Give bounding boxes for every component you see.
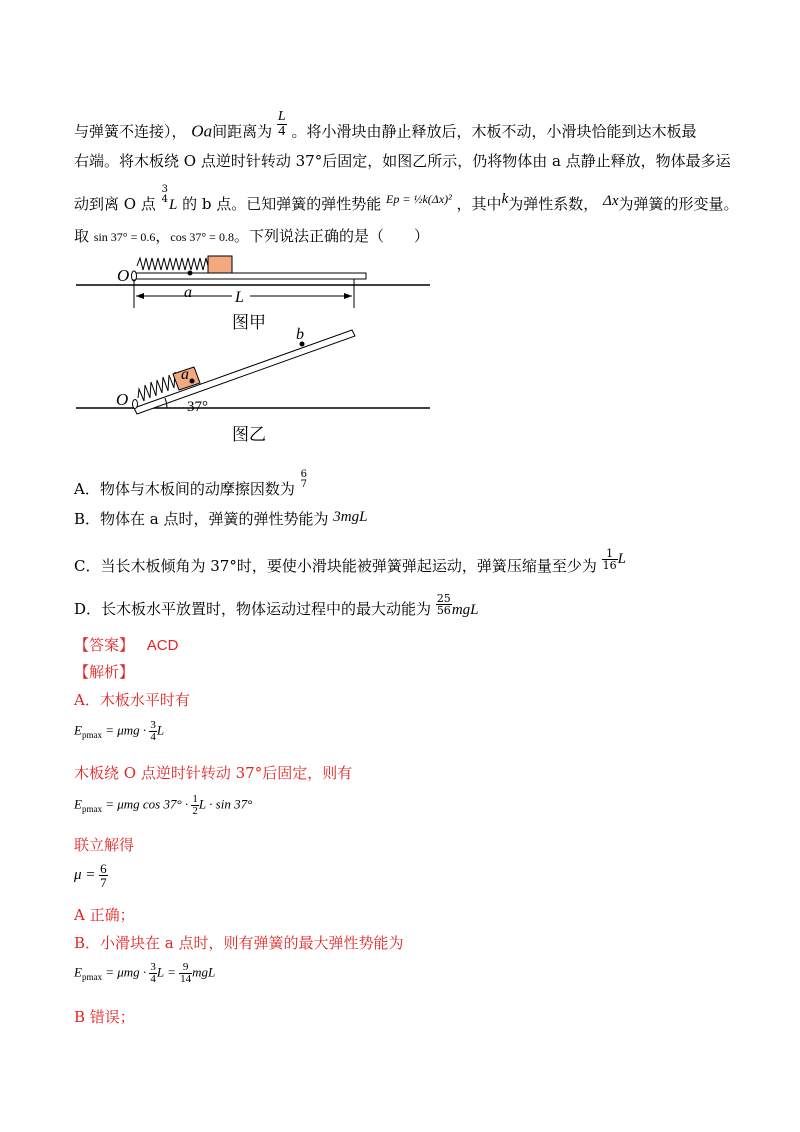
analysis-joint: 联立解得: [74, 836, 135, 854]
analysis-b-head: B．小滑块在 a 点时，则有弹簧的最大弹性势能为: [74, 934, 404, 952]
segment-oa: Oa: [191, 121, 213, 141]
eq-rhs: = μmg cos 37° ·: [105, 796, 189, 812]
analysis-a-correct: A 正确；: [74, 906, 135, 924]
subscript: pmax: [81, 730, 102, 741]
answer-line: [74, 634, 178, 655]
analysis-label: 【解析】: [74, 663, 135, 681]
option-a: [74, 469, 308, 500]
option-b: [74, 508, 367, 529]
answer-value: ACD: [146, 637, 179, 654]
option-d-text: D．长木板水平放置时，物体运动过程中的最大动能为: [74, 600, 432, 618]
mu-lhs: μ =: [74, 866, 96, 883]
option-c-suffix: L: [617, 551, 626, 567]
fraction-denominator: 4: [150, 731, 156, 743]
fraction-numerator: 3: [150, 719, 156, 731]
symbol-e: E: [74, 722, 82, 738]
fraction-denominator: 14: [180, 973, 192, 985]
fraction-6-7: [99, 862, 108, 889]
fraction-numerator: 6: [100, 861, 107, 876]
text-segment: 为弹性系数，: [508, 195, 599, 213]
eq-rhs: = μmg ·: [105, 722, 147, 738]
symbol-l: L: [169, 197, 178, 213]
symbol-e: E: [74, 964, 82, 980]
fraction-numerator: 6: [300, 469, 307, 480]
fraction-numerator: 1: [606, 546, 614, 560]
text-segment: ，: [155, 227, 171, 245]
block-jia: [208, 256, 232, 273]
label-o-yi: O: [116, 390, 129, 409]
fraction-denominator: 4: [150, 973, 156, 985]
fraction-denominator: 2: [192, 805, 198, 817]
analysis-a-head: A．木板水平时有: [74, 691, 190, 709]
option-c: [74, 546, 626, 579]
elastic-energy-formula: Ep = ½k(Δx)²: [386, 192, 452, 206]
option-b-text: B．物体在 a 点时，弹簧的弹性势能为: [74, 510, 329, 528]
fraction-numerator: 3: [150, 961, 156, 973]
option-d-fraction: [436, 593, 452, 616]
equation-2: [74, 794, 252, 817]
fraction-3-4: [149, 720, 157, 743]
fraction-9-14: [179, 962, 192, 985]
caption-jia: 图甲: [232, 313, 266, 332]
option-c-text: C．当长木板倾角为 37°时，要使小滑块能被弹簧弹起运动，弹簧压缩量至少为: [74, 557, 597, 575]
equation-3: [74, 962, 215, 985]
caption-yi: 图乙: [232, 425, 266, 444]
fraction-denominator: 7: [300, 479, 307, 490]
eq-tail: L: [156, 722, 165, 738]
text-segment: 。将小滑块由静止释放后，木板不动，小滑块恰能到达木板最: [291, 122, 697, 141]
text-segment: 取: [74, 227, 90, 245]
fraction-denominator: 4: [161, 194, 168, 205]
board-horizontal: [134, 273, 366, 279]
question-line-4: [74, 225, 429, 246]
eq-rhs: = μmg ·: [105, 964, 147, 980]
fraction-numerator: 3: [161, 184, 168, 195]
sin-value: sin 37° = 0.6: [93, 230, 156, 244]
text-segment: 与弹簧不连接），: [74, 122, 187, 141]
fraction-1-2: [191, 794, 199, 817]
pivot-o-2: [133, 400, 138, 409]
option-a-fraction: [300, 470, 308, 490]
board-inclined: [134, 330, 355, 414]
fraction-3-over-4: [161, 185, 169, 205]
label-l: L: [235, 289, 244, 306]
label-o-jia: O: [117, 266, 130, 285]
eq-tail: mgL: [192, 964, 216, 980]
label-b: b: [296, 326, 304, 343]
label-a-yi: a: [181, 366, 189, 383]
text-segment: 间距离为: [212, 122, 273, 141]
cos-value: cos 37° = 0.8: [170, 230, 234, 244]
equation-1: [74, 720, 164, 743]
option-b-expression: 3mgL: [333, 509, 368, 525]
equation-mu: [74, 862, 108, 889]
answer-label: 【答案】: [74, 636, 135, 654]
eq-mid: L =: [156, 964, 176, 980]
point-a-jia: [188, 271, 193, 276]
symbol-k: k: [501, 191, 509, 207]
text-segment: ，其中: [456, 195, 502, 213]
fraction-numerator: L: [277, 109, 286, 124]
option-c-fraction: [602, 548, 618, 571]
question-line-1: [74, 109, 697, 147]
symbol-delta-x: Δx: [603, 193, 619, 209]
fraction-3-4-b: [149, 962, 157, 985]
option-d-suffix: mgL: [451, 602, 479, 618]
question-line-2: 右端。将木板绕 O 点逆时针转动 37°后固定，如图乙所示，仍将物体由 a 点静止释放，物体最多运: [74, 152, 731, 170]
fraction-l-over-4: [277, 110, 287, 139]
point-a-yi: [190, 379, 195, 384]
fraction-numerator: 9: [182, 961, 189, 973]
fraction-numerator: 1: [192, 793, 198, 805]
subscript: pmax: [81, 804, 102, 815]
eq-tail: L · sin 37°: [198, 796, 253, 812]
figure-yi: [76, 326, 430, 444]
analysis-rotate: 木板绕 O 点逆时针转动 37°后固定，则有: [74, 764, 353, 782]
fraction-denominator: 16: [602, 558, 617, 572]
fraction-denominator: 56: [436, 603, 451, 617]
fraction-denominator: 4: [278, 124, 286, 139]
text-segment: 为弹簧的形变量。: [618, 195, 739, 213]
option-d: [74, 591, 479, 622]
subscript: pmax: [81, 972, 102, 983]
text-segment: 的 b 点。已知弹簧的弹性势能: [182, 195, 382, 213]
analysis-b-wrong: B 错误；: [74, 1008, 135, 1026]
fraction-denominator: 7: [100, 875, 107, 890]
spring-horizontal: [137, 258, 208, 270]
label-angle: 37°: [187, 399, 208, 415]
text-segment: 动到离 O 点: [74, 195, 156, 213]
label-a-jia: a: [184, 284, 192, 301]
physics-figure: [70, 248, 450, 448]
option-a-text: A．物体与木板间的动摩擦因数为: [74, 480, 295, 498]
symbol-e: E: [74, 796, 82, 812]
fraction-numerator: 25: [436, 591, 451, 605]
question-line-3: [74, 184, 739, 215]
text-segment: 。下列说法正确的是（ ）: [233, 227, 429, 245]
figure-jia: [76, 256, 430, 332]
